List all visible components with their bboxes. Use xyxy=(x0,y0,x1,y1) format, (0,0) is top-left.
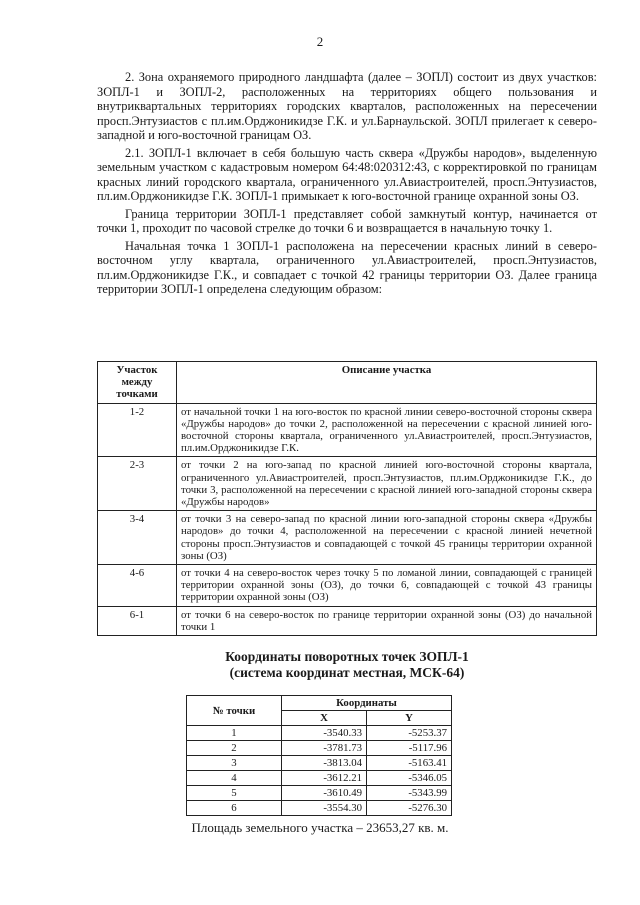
description-cell: от начальной точки 1 на юго-восток по красной линии северо-восточной стороны сквера «Дружбы народов» до точки 2, расположенной на пересечении с красной линией юго-восточной стороны квартала, ограниченного ул.Авиастроителей, просп.Энтузиастов, пл.им.Орджоникидзе Г.К. xyxy=(177,403,597,457)
point-number: 5 xyxy=(187,786,282,801)
table-row xyxy=(98,606,597,635)
segment-cell: 4-6 xyxy=(98,565,177,607)
table-row xyxy=(187,801,452,816)
body-text xyxy=(97,70,597,300)
segment-cell: 1-2 xyxy=(98,403,177,457)
segment-cell: 2-3 xyxy=(98,457,177,511)
description-cell: от точки 6 на северо-восток по границе территории охранной зоны (ОЗ) до начальной точки 1 xyxy=(177,606,597,635)
paragraph-boundary-contour: Граница территории ЗОПЛ-1 представляет собой замкнутый контур, начинается от точки 1, проходит по часовой стрелке до точки 6 и возвращается в начальную точку 1. xyxy=(97,206,597,235)
segments-table xyxy=(97,361,597,636)
x-value: -3554.30 xyxy=(282,801,367,816)
x-value: -3813.04 xyxy=(282,756,367,771)
point-number: 1 xyxy=(187,726,282,741)
y-value: -5346.05 xyxy=(367,771,452,786)
x-value: -3612.21 xyxy=(282,771,367,786)
header-coordinates: Координаты xyxy=(282,696,452,711)
header-description: Описание участка xyxy=(177,362,597,404)
point-number: 2 xyxy=(187,741,282,756)
coordinates-title-line1: Координаты поворотных точек ЗОПЛ-1 xyxy=(225,649,469,664)
segments-table-header xyxy=(98,362,597,404)
point-number: 3 xyxy=(187,756,282,771)
header-x: X xyxy=(282,711,367,726)
y-value: -5163.41 xyxy=(367,756,452,771)
point-number: 4 xyxy=(187,771,282,786)
table-row xyxy=(98,403,597,457)
table-row xyxy=(187,756,452,771)
coordinates-title-line2: (система координат местная, МСК-64) xyxy=(229,665,465,680)
description-cell: от точки 2 на юго-запад по красной линией юго-восточной стороны квартала, ограниченного ул.Авиастроителей, просп.Энтузиастов, пл.им.Орджоникидзе Г.К., до точки 3, расположенной на пересечении с красной линией юго-западной стороны сквера «Дружбы народов» xyxy=(177,457,597,511)
y-value: -5117.96 xyxy=(367,741,452,756)
table-row xyxy=(98,457,597,511)
x-value: -3781.73 xyxy=(282,741,367,756)
description-cell: от точки 4 на северо-восток через точку 5 по ломаной линии, совпадающей с границей территории охранной зоны (ОЗ), до точки 6, совпадающей с точкой 43 границы территории охранной зоны (ОЗ) xyxy=(177,565,597,607)
header-segment: Участок между точками xyxy=(98,362,177,404)
table-row xyxy=(187,786,452,801)
y-value: -5253.37 xyxy=(367,726,452,741)
page-number: 2 xyxy=(316,34,324,49)
x-value: -3610.49 xyxy=(282,786,367,801)
header-y: Y xyxy=(367,711,452,726)
paragraph-zopl-zone: 2. Зона охраняемого природного ландшафта (далее – ЗОПЛ) состоит из двух участков: ЗОПЛ-1 и ЗОПЛ-2, расположенных на территориях общего пользования и внутриквартальных территориях городских кварталов, расположенных на пересечении просп.Энтузиастов с пл.им.Орджоникидзе Г.К. и ул.Барнаульской. ЗОПЛ прилегает к северо-западной и юго-восточной границам ОЗ. xyxy=(97,70,597,142)
header-point-number: № точки xyxy=(187,696,282,726)
x-value: -3540.33 xyxy=(282,726,367,741)
segment-cell: 3-4 xyxy=(98,511,177,565)
table-row xyxy=(187,726,452,741)
point-number: 6 xyxy=(187,801,282,816)
table-row xyxy=(98,565,597,607)
paragraph-zopl1-description: 2.1. ЗОПЛ-1 включает в себя большую часть сквера «Дружбы народов», выделенную земельным участком с кадастровым номером 64:48:020312:43, с корректировкой по границам красных линий городского квартала, ограниченного ул.Авиастроителей, просп.Энтузиастов, пл.им.Орджоникидзе Г.К. ЗОПЛ-1 примыкает к юго-восточной границе охранной зоны ОЗ. xyxy=(97,145,597,203)
description-cell: от точки 3 на северо-запад по красной линии юго-западной стороны сквера «Дружбы народов» до точки 4, расположенной на пересечении с красной линией нечетной стороны просп.Энтузиастов и совпадающей с точкой 45 границы территории охранной зоны (ОЗ) xyxy=(177,511,597,565)
paragraph-starting-point: Начальная точка 1 ЗОПЛ-1 расположена на пересечении красных линий в северо-восточном углу квартала, ограниченного ул.Авиастроителей, просп.Энтузиастов, пл.им.Орджоникидзе Г.К., и совпадает с точкой 42 границы территории ОЗ. Далее граница территории ЗОПЛ-1 определена следующим образом: xyxy=(97,238,597,296)
y-value: -5343.99 xyxy=(367,786,452,801)
land-area-text: Площадь земельного участка – 23653,27 кв. м. xyxy=(191,820,449,835)
coordinates-header xyxy=(187,696,452,711)
table-row xyxy=(98,511,597,565)
y-value: -5276.30 xyxy=(367,801,452,816)
segment-cell: 6-1 xyxy=(98,606,177,635)
table-row xyxy=(187,771,452,786)
coordinates-table xyxy=(186,695,452,816)
table-row xyxy=(187,741,452,756)
coordinates-title xyxy=(97,649,597,681)
